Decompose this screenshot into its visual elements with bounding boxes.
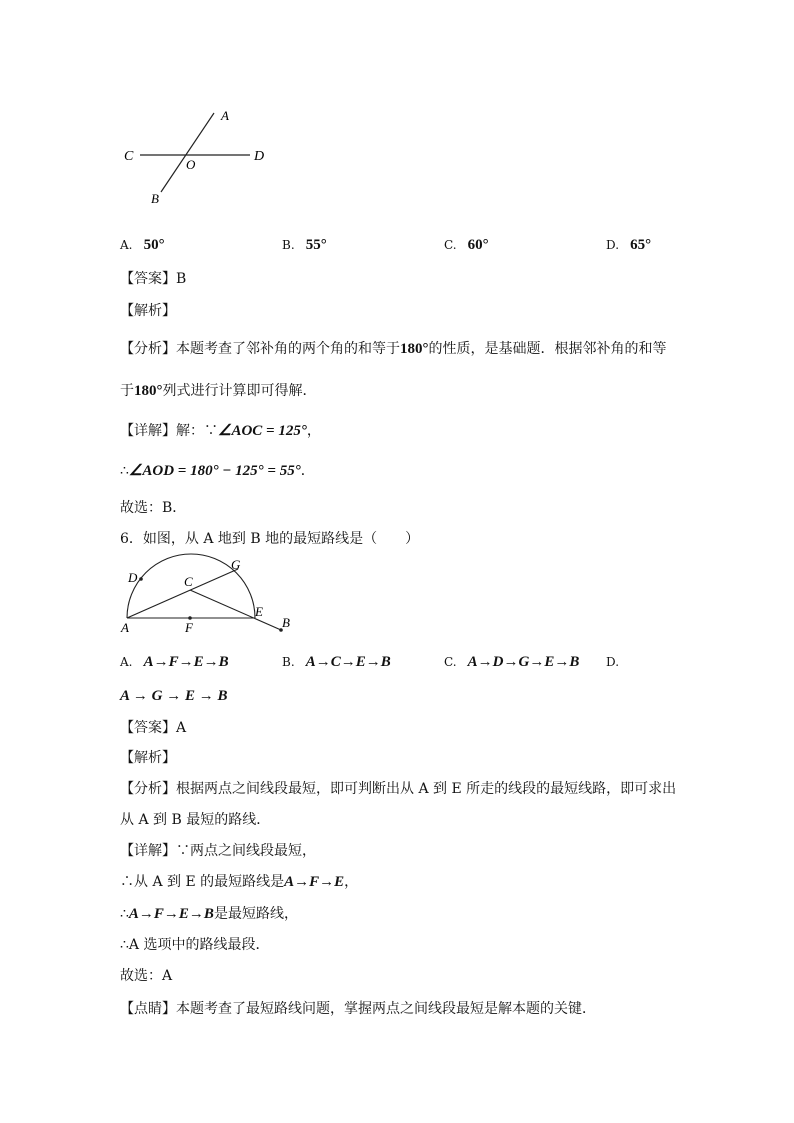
label-e: E	[255, 604, 263, 619]
q5-detail: 【详解】解：∵∠AOC = 125°，	[120, 423, 321, 439]
label-b: B	[151, 191, 159, 206]
label-f: F	[185, 620, 193, 635]
q6-analysis-heading: 【解析】	[120, 750, 176, 766]
q5-answer: 【答案】B	[120, 271, 187, 287]
label-c: C	[124, 149, 134, 164]
q5-choose: 故选：B．	[120, 500, 187, 516]
q6-detail-4: ∴A 选项中的路线最段．	[120, 937, 270, 953]
q5-step: ∴∠AOD = 180° − 125° = 55°．	[120, 463, 315, 479]
q6-option-a[interactable]: A. A→F→E→B	[120, 654, 229, 670]
label-o: O	[186, 157, 196, 172]
label-d: D	[254, 149, 265, 164]
q6-option-b[interactable]: B. A→C→E→B	[282, 654, 391, 670]
q6-detail-2: ∴从 A 到 E 的最短路线是A→F→E，	[120, 874, 359, 890]
q5-option-c[interactable]: C. 60°	[444, 237, 489, 253]
q6-title: 6．如图，从 A 地到 B 地的最短路线是（ ）	[120, 531, 420, 547]
label-d: D	[128, 570, 138, 585]
line-ab	[161, 113, 214, 192]
q6-option-d-letter[interactable]: D.	[606, 655, 620, 669]
label-b: B	[282, 615, 290, 630]
q6-fenxi-line2: 从 A 到 B 最短的路线．	[120, 812, 271, 828]
q6-option-c[interactable]: C. A→D→G→E→B	[444, 654, 580, 670]
q5-analysis-heading: 【解析】	[120, 303, 176, 319]
label-c: C	[184, 574, 193, 589]
q6-fenxi-line1: 【分析】根据两点之间线段最短，即可判断出从 A 到 E 所走的线段的最短线路，即可求出	[120, 781, 677, 797]
q6-detail-1: 【详解】∵两点之间线段最短，	[120, 843, 316, 859]
q6-choose: 故选：A	[120, 968, 173, 984]
label-a: A	[121, 620, 129, 635]
q5-option-d[interactable]: D. 65°	[606, 237, 652, 253]
q6-answer: 【答案】A	[120, 720, 187, 736]
q5-fenxi-line1: 【分析】本题考查了邻补角的两个角的和等于180°的性质，是基础题．根据邻补角的和等	[120, 341, 667, 357]
q6-option-d-value[interactable]: A → G → E → B	[120, 688, 228, 704]
q6-detail-3: ∴A→F→E→B是最短路线，	[120, 906, 298, 922]
q5-option-b[interactable]: B. 55°	[282, 237, 327, 253]
q5-fenxi-line2: 于180°列式进行计算即可得解．	[120, 383, 317, 399]
figure-intersecting-lines	[110, 100, 280, 210]
point-d	[139, 577, 143, 581]
segment-ag	[127, 569, 238, 618]
q6-dianjing: 【点睛】本题考查了最短路线问题，掌握两点之间线段最短是解本题的关键．	[120, 1001, 596, 1017]
figure-semicircle-routes	[110, 550, 300, 640]
segment-ceb	[190, 590, 281, 630]
label-g: G	[231, 557, 241, 572]
label-a: A	[221, 108, 229, 123]
q5-option-a[interactable]: A. 50°	[120, 237, 165, 253]
